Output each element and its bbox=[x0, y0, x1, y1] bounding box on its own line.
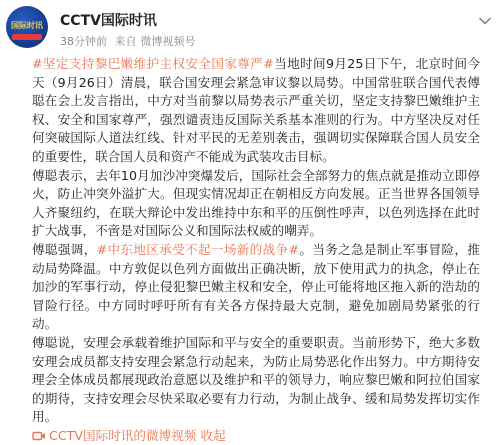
post-header bbox=[6, 6, 494, 48]
paragraph-text: 当地时间9月25日下午，北京时间今天（9月26日）清晨，联合国安理会紧急审议黎以局势。中国常驻联合国代表傅聪在会上发言指出，中方对当前黎以局势表示严重关切，坚定支持黎巴嫩维护主权、安全和国家尊严，强烈谴责违反国际关系基本准则的行为。中方坚决反对任何突破国际人道法红线、针对平民的无差别袭击，强调切实保障联合国人员安全的重要性，联合国人员和资产不能成为武装攻击目标。 bbox=[32, 56, 481, 164]
paragraph-text: 。当务之急是制止军事冒险，推动局势降温。中方敦促以色列方面做出正确决断，放下使用武力的执念，停止在加沙的军事行动，停止侵犯黎巴嫩主权和安全，停止可能将地区拖入新的浩劫的冒险行径。中方同时呼吁所有有关各方保持最大克制，避免加剧局势紧张的行动。 bbox=[32, 241, 480, 332]
avatar[interactable] bbox=[6, 6, 48, 48]
video-link-text: CCTV国际时讯的微博视频 bbox=[49, 427, 197, 443]
post-body bbox=[32, 55, 480, 445]
video-link[interactable] bbox=[32, 428, 197, 443]
post-meta bbox=[60, 33, 200, 49]
avatar-logo-stripe bbox=[12, 34, 42, 40]
paragraph-3 bbox=[32, 241, 480, 334]
paragraph-1 bbox=[32, 55, 480, 167]
chevron-down-icon[interactable] bbox=[478, 14, 492, 28]
post-source[interactable]: 微博视频号 bbox=[140, 35, 196, 48]
video-camera-icon bbox=[32, 429, 46, 443]
author-name[interactable]: CCTV国际时讯 bbox=[60, 13, 157, 29]
hashtag-link[interactable]: #坚定支持黎巴嫩维护主权安全国家尊严# bbox=[32, 56, 274, 71]
avatar-logo-text: 国际时讯 bbox=[11, 21, 43, 30]
post-time[interactable]: 38分钟前 bbox=[60, 35, 107, 48]
footer-line bbox=[32, 427, 480, 445]
paragraph-4: 傅聪说，安理会承载着维护国际和平与安全的重要职责。当前形势下，绝大多数安理会成员都支持安理会紧急行动起来，为防止局势恶化作出努力。中方期待安理会全体成员都展现政治意愿以及维护和平的领导力，响应黎巴嫩和阿拉伯国家的期待，支持安理会尽快采取必要有力行动，为制止战争、缓和局势发挥切实作用。 bbox=[32, 334, 480, 425]
hashtag-link[interactable]: #中东地区承受不起一场新的战争# bbox=[96, 241, 300, 257]
paragraph-2: 傅聪表示，去年10月加沙冲突爆发后，国际社会全部努力的焦点就是推动立即停火，防止冲突外溢扩大。但现实情况却正在朝相反方向发展。正当世界各国领导人齐聚纽约，在联大辩论中发出维持中东和平的压倒性呼声，以色列选择在此时扩大战事，不啻是对国际公义和国际法权威的嘲弄。 bbox=[32, 167, 480, 239]
collapse-link[interactable]: 收起 bbox=[200, 427, 226, 443]
source-prefix: 来自 bbox=[114, 35, 137, 48]
paragraph-text: 傅聪强调， bbox=[32, 241, 97, 257]
